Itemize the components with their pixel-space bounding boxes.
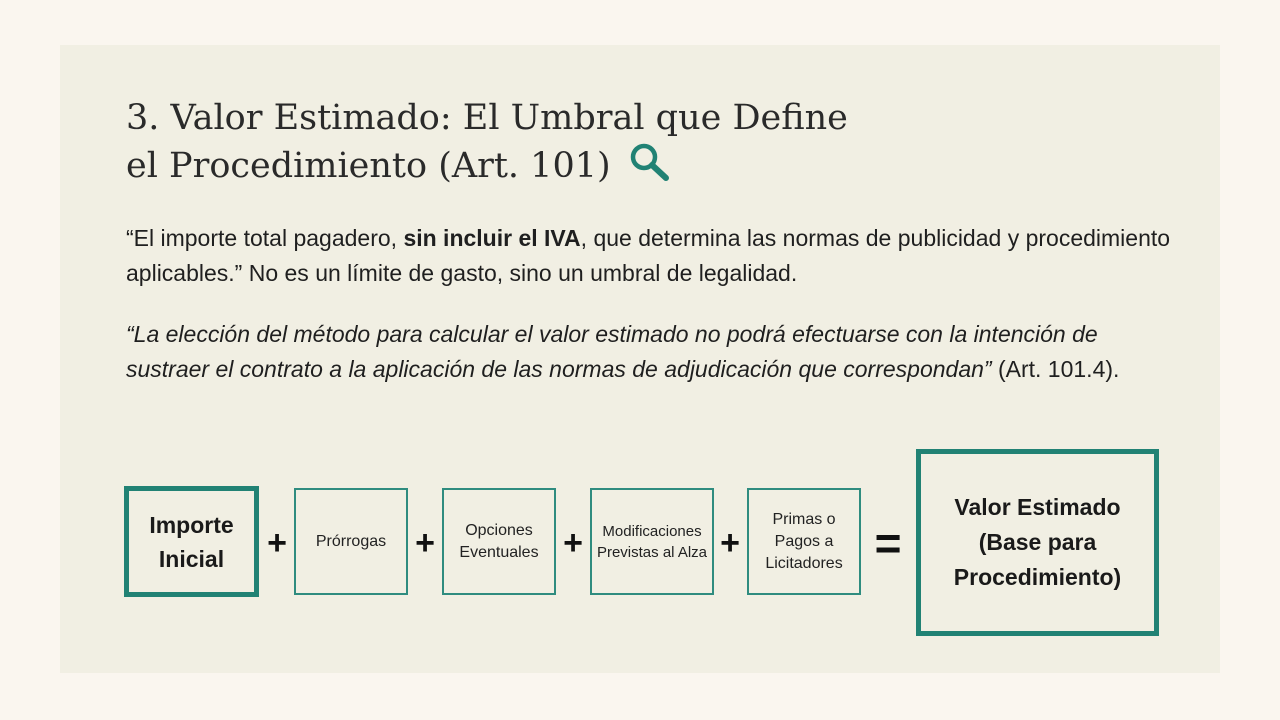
definition-text-2: , que determina las normas de publicidad y procedimiento aplicables.” No es un límite de gasto, sino un umbral de legalidad.	[126, 225, 1171, 286]
definition-paragraph	[126, 221, 1176, 291]
equals-sign: =	[874, 517, 902, 569]
modificaciones-box	[590, 488, 714, 595]
slide-title	[126, 95, 848, 195]
importe-inicial-box	[124, 486, 259, 597]
valor-estimado-box	[916, 449, 1159, 636]
valor-estimado-label: Valor Estimado (Base para Procedimiento)	[953, 494, 1122, 590]
plus-sign-4: +	[720, 523, 740, 562]
legal-quote	[126, 317, 1160, 387]
title-line-2: el Procedimiento (Art. 101)	[126, 146, 611, 186]
prorrogas-box	[294, 488, 408, 595]
quote-reference: (Art. 101.4).	[991, 356, 1120, 382]
primas-box	[747, 488, 861, 595]
plus-sign-2: +	[415, 523, 435, 562]
plus-sign-3: +	[563, 523, 583, 562]
definition-bold: sin incluir el IVA	[403, 225, 581, 251]
opciones-eventuales-label: Opciones Eventuales	[459, 521, 539, 561]
opciones-eventuales-box	[442, 488, 556, 595]
title-line-1: 3. Valor Estimado: El Umbral que Define	[126, 98, 848, 138]
modificaciones-label: Modificaciones Previstas al Alza	[596, 522, 708, 561]
definition-text-1: “El importe total pagadero,	[126, 225, 404, 251]
slide	[60, 45, 1220, 673]
quote-text: “La elección del método para calcular el valor estimado no podrá efectuarse con la intención de sustraer el contrato a la aplicación de las normas de adjudicación que correspondan”	[126, 321, 1098, 382]
plus-sign-1: +	[267, 523, 287, 562]
search-icon	[628, 141, 672, 195]
prorrogas-label: Prórrogas	[315, 532, 387, 550]
primas-label: Primas o Pagos a Licitadores	[765, 510, 843, 572]
importe-inicial-label: Importe Inicial	[149, 511, 234, 572]
